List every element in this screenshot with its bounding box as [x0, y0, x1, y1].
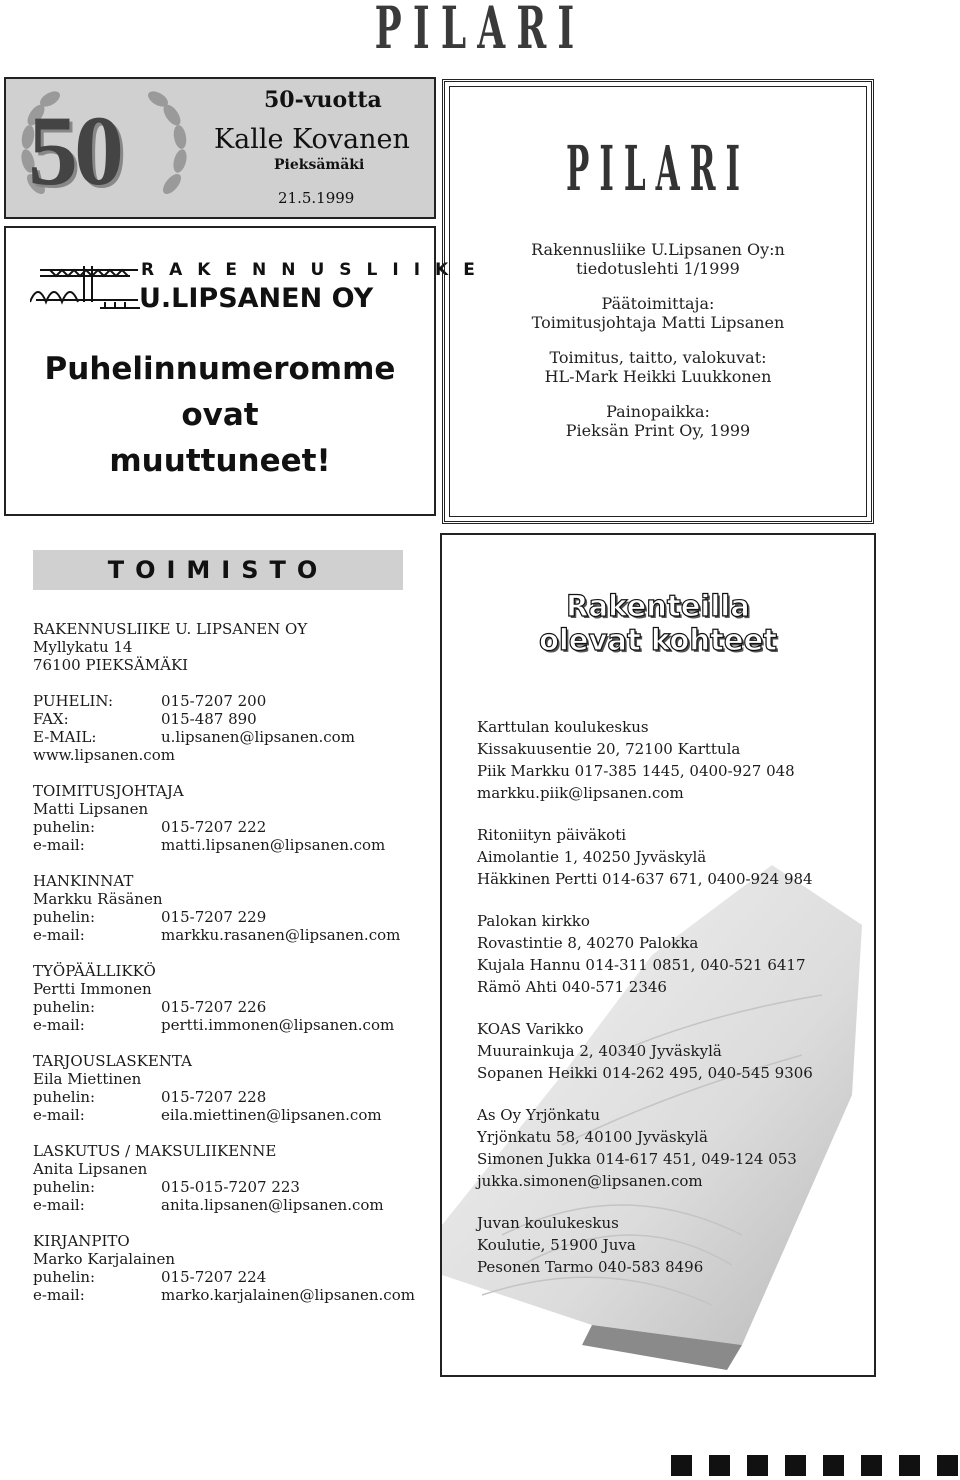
square-icon [937, 1455, 958, 1476]
person-name: Marko Karjalainen [33, 1250, 176, 1268]
contact-block [33, 1232, 433, 1304]
phone-value: 015-7207 228 [161, 1088, 267, 1106]
office-heading-bar [33, 550, 403, 590]
square-icon [671, 1455, 692, 1476]
sites-title [442, 589, 874, 657]
site-email[interactable]: markku.piik@lipsanen.com [477, 784, 684, 802]
email-link[interactable]: markku.rasanen@lipsanen.com [161, 926, 401, 944]
email-label: e-mail: [33, 1286, 85, 1304]
masthead-title: PILARI [374, 0, 586, 62]
site-name: As Oy Yrjönkatu [477, 1106, 600, 1124]
site-item [477, 716, 867, 804]
anniversary-number: 50 [28, 95, 120, 206]
phone-notice-line: muuttuneet! [109, 443, 331, 479]
square-icon [861, 1455, 882, 1476]
department: LASKUTUS / MAKSULIIKENNE [33, 1142, 277, 1160]
site-address: Koulutie, 51900 Juva [477, 1236, 636, 1254]
site-name: KOAS Varikko [477, 1020, 584, 1038]
info-line: Rakennusliike U.Lipsanen Oy:n [531, 240, 785, 259]
info-title: PILARI [566, 132, 750, 205]
general-contacts [33, 692, 433, 764]
fax-label: FAX: [33, 710, 69, 728]
contact-block [33, 1052, 433, 1124]
email-link[interactable]: anita.lipsanen@lipsanen.com [161, 1196, 384, 1214]
info-line: HL-Mark Heikki Luukkonen [544, 367, 772, 386]
square-icon [747, 1455, 768, 1476]
site-contact: Häkkinen Pertti 014-637 671, 0400-924 984 [477, 870, 813, 888]
email-label: e-mail: [33, 1196, 85, 1214]
anniversary-name: Kalle Kovanen [214, 124, 410, 155]
site-contact: Rämö Ahti 040-571 2346 [477, 978, 667, 996]
website-link[interactable]: www.lipsanen.com [33, 746, 175, 764]
site-address: Rovastintie 8, 40270 Palokka [477, 934, 699, 952]
department: HANKINNAT [33, 872, 134, 890]
company-type: RAKENNUSLIIKE [141, 260, 490, 280]
square-icon [823, 1455, 844, 1476]
phone-value: 015-7207 226 [161, 998, 267, 1016]
anniversary-box [4, 77, 436, 219]
department: TOIMITUSJOHTAJA [33, 782, 184, 800]
anniversary-place: Pieksämäki [274, 157, 365, 173]
phone-notice [6, 346, 434, 484]
address-line: 76100 PIEKSÄMÄKI [33, 656, 189, 674]
square-icon [709, 1455, 730, 1476]
email-label: e-mail: [33, 836, 85, 854]
info-line: Pieksän Print Oy, 1999 [565, 421, 751, 440]
company-box [4, 226, 490, 516]
info-line: Toimitusjohtaja Matti Lipsanen [531, 313, 785, 332]
email-label: e-mail: [33, 1106, 85, 1124]
info-line: tiedotuslehti 1/1999 [576, 259, 740, 278]
site-item [477, 1104, 867, 1192]
site-email[interactable]: jukka.simonen@lipsanen.com [477, 1172, 703, 1190]
office-contacts [33, 620, 433, 1322]
phone-label: puhelin: [33, 818, 96, 836]
department: TYÖPÄÄLLIKKÖ [33, 962, 156, 980]
publication-info-box [442, 79, 874, 524]
info-lines [445, 240, 871, 456]
site-contact: Kujala Hannu 014-311 0851, 040-521 6417 [477, 956, 806, 974]
site-item [477, 1018, 867, 1084]
site-item [477, 1212, 867, 1278]
site-address: Yrjönkatu 58, 40100 Jyväskylä [477, 1128, 708, 1146]
department: TARJOUSLASKENTA [33, 1052, 192, 1070]
phone-value: 015-7207 229 [161, 908, 267, 926]
email-link[interactable]: eila.miettinen@lipsanen.com [161, 1106, 382, 1124]
square-icon [899, 1455, 920, 1476]
phone-label: puhelin: [33, 1268, 96, 1286]
person-name: Eila Miettinen [33, 1070, 142, 1088]
site-contact: Sopanen Heikki 014-262 495, 040-545 9306 [477, 1064, 813, 1082]
info-line: Toimitus, taitto, valokuvat: [549, 348, 767, 367]
anniversary-date: 21.5.1999 [278, 189, 355, 207]
contact-block [33, 962, 433, 1034]
contact-block [33, 782, 433, 854]
site-name: Juvan koulukeskus [477, 1214, 619, 1232]
email-link[interactable]: marko.karjalainen@lipsanen.com [161, 1286, 415, 1304]
site-item [477, 910, 867, 998]
person-name: Pertti Immonen [33, 980, 152, 998]
crane-logo-icon [30, 262, 140, 312]
phone-value: 015-7207 224 [161, 1268, 267, 1286]
email-label: e-mail: [33, 926, 85, 944]
phone-value: 015-015-7207 223 [161, 1178, 300, 1196]
info-line: Päätoimittaja: [601, 294, 715, 313]
phone-value: 015-7207 200 [161, 692, 267, 710]
site-name: Karttulan koulukeskus [477, 718, 649, 736]
sites-list [477, 716, 867, 1298]
phone-notice-line: Puhelinnumeromme [44, 351, 396, 387]
email-link[interactable]: matti.lipsanen@lipsanen.com [161, 836, 386, 854]
address-line: Myllykatu 14 [33, 638, 133, 656]
site-contact: Pesonen Tarmo 040-583 8496 [477, 1258, 704, 1276]
phone-value: 015-7207 222 [161, 818, 267, 836]
site-item [477, 824, 867, 890]
contact-block [33, 872, 433, 944]
site-contact: Piik Markku 017-385 1445, 0400-927 048 [477, 762, 795, 780]
sites-title-line: Rakenteilla [566, 589, 750, 623]
office-address [33, 620, 433, 674]
decorative-squares [671, 1455, 958, 1476]
sites-title-line: olevat kohteet [538, 623, 778, 657]
fax-value: 015-487 890 [161, 710, 257, 728]
phone-label: puhelin: [33, 998, 96, 1016]
company-name: U.LIPSANEN OY [139, 283, 374, 314]
info-line: Painopaikka: [606, 402, 710, 421]
site-name: Ritoniityn päiväkoti [477, 826, 627, 844]
phone-label: puhelin: [33, 1178, 96, 1196]
department: KIRJANPITO [33, 1232, 130, 1250]
phone-label: PUHELIN: [33, 692, 114, 710]
office-heading: TOIMISTO [107, 556, 329, 584]
phone-notice-line: ovat [181, 397, 259, 433]
email-label: E-MAIL: [33, 728, 97, 746]
email-link[interactable]: u.lipsanen@lipsanen.com [161, 728, 355, 746]
person-name: Anita Lipsanen [33, 1160, 148, 1178]
person-name: Markku Räsänen [33, 890, 163, 908]
square-icon [785, 1455, 806, 1476]
address-line: RAKENNUSLIIKE U. LIPSANEN OY [33, 620, 308, 638]
contact-block [33, 1142, 433, 1214]
email-link[interactable]: pertti.immonen@lipsanen.com [161, 1016, 395, 1034]
site-name: Palokan kirkko [477, 912, 590, 930]
phone-label: puhelin: [33, 908, 96, 926]
phone-label: puhelin: [33, 1088, 96, 1106]
site-address: Muurainkuja 2, 40340 Jyväskylä [477, 1042, 722, 1060]
site-address: Aimolantie 1, 40250 Jyväskylä [477, 848, 707, 866]
person-name: Matti Lipsanen [33, 800, 149, 818]
site-address: Kissakuusentie 20, 72100 Karttula [477, 740, 741, 758]
site-contact: Simonen Jukka 014-617 451, 049-124 053 [477, 1150, 797, 1168]
anniversary-title: 50-vuotta [264, 87, 382, 113]
construction-sites-box [440, 533, 876, 1377]
email-label: e-mail: [33, 1016, 85, 1034]
